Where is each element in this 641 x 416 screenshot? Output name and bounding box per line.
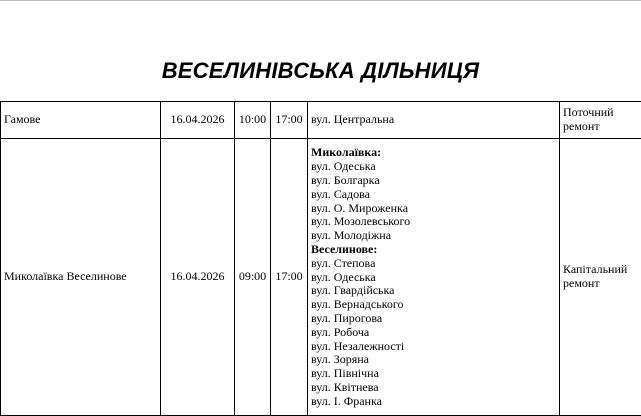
table-row xyxy=(1,102,641,139)
street-item: вул. Одеська xyxy=(311,271,556,285)
street-item: вул. Мозолевського xyxy=(311,215,556,229)
street-item: вул. Молодіжна xyxy=(311,229,556,243)
group-label-mykolaivka: Миколаївка: xyxy=(311,146,556,160)
top-divider xyxy=(0,0,641,1)
outage-schedule-table xyxy=(0,101,641,416)
date-cell: 16.04.2026 xyxy=(161,102,235,139)
street-item: вул. Робоча xyxy=(311,326,556,340)
street-item: вул. Болгарка xyxy=(311,174,556,188)
page-title: ВЕСЕЛИНІВСЬКА ДІЛЬНИЦЯ xyxy=(0,58,641,84)
street-item: вул. Вернадського xyxy=(311,298,556,312)
street-item: вул. Пирогова xyxy=(311,312,556,326)
time-to-cell: 17:00 xyxy=(271,102,308,139)
street-item: вул. Квітнева xyxy=(311,381,556,395)
street-item: вул. Степова xyxy=(311,257,556,271)
streets-cell: вул. Центральна xyxy=(308,102,560,139)
settlement-cell: Гамове xyxy=(1,102,161,139)
settlement-cell: Миколаївка Веселинове xyxy=(1,139,161,416)
street-item: вул. Зоряна xyxy=(311,353,556,367)
date-cell: 16.04.2026 xyxy=(161,139,235,416)
street-item: вул. І. Франка xyxy=(311,395,556,409)
work-type-cell: Капітальний ремонт xyxy=(560,139,641,416)
time-from-cell: 09:00 xyxy=(235,139,271,416)
time-from-cell: 10:00 xyxy=(235,102,271,139)
group-label-veselynove: Веселинове: xyxy=(311,243,556,257)
streets-cell xyxy=(308,139,560,416)
street-item: вул. Гвардійська xyxy=(311,284,556,298)
table-row xyxy=(1,139,641,416)
work-type-cell: Поточний ремонт xyxy=(560,102,641,139)
street-item: вул. О. Мироженка xyxy=(311,202,556,216)
street-item: вул. Незалежності xyxy=(311,340,556,354)
street-item: вул. Садова xyxy=(311,188,556,202)
time-to-cell: 17:00 xyxy=(271,139,308,416)
street-item: вул. Одеська xyxy=(311,160,556,174)
street-item: вул. Північна xyxy=(311,367,556,381)
